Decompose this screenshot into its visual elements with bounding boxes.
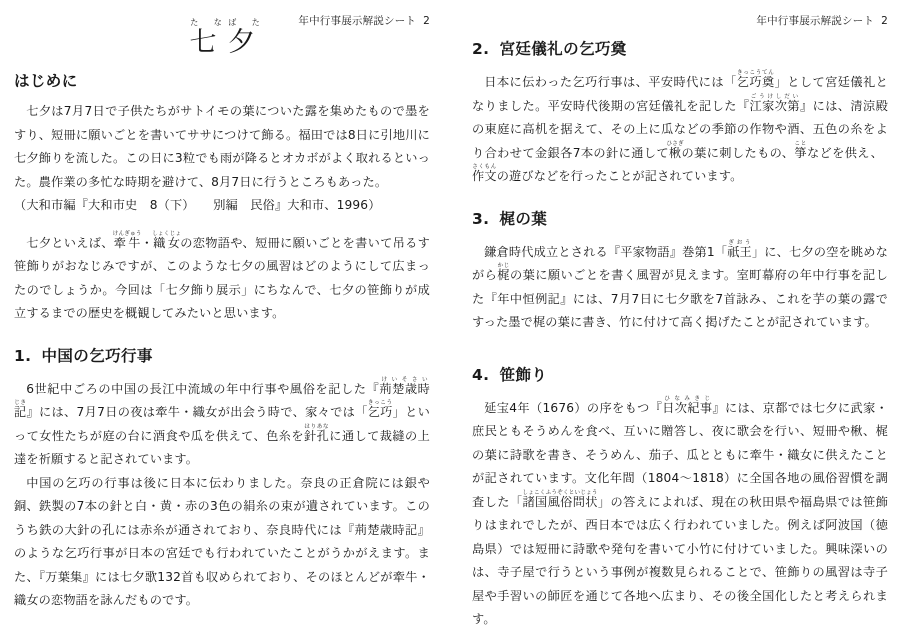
ruby-keisosaijiki: 荊楚歳時記けいそさいじき bbox=[14, 376, 430, 419]
running-head-right bbox=[472, 14, 888, 30]
ruby-kikkouten: 乞巧奠きっこうてん bbox=[736, 70, 775, 89]
ruby-hinamikiji: 日次紀事ひなみきじ bbox=[662, 395, 713, 415]
section-3-title: 梶の葉 bbox=[499, 209, 548, 228]
right-column bbox=[452, 0, 904, 640]
spacer bbox=[14, 91, 430, 100]
s3-c: の葉に願いごとを書く風習が見えます。室町幕府の年中行事を記した『年中恒例記』には、7月7日に七夕歌を7首詠み、これを芋の葉の露ですった墨で梶の葉に書き、竹に付けて高く掲げたことが記されています。 bbox=[472, 268, 888, 329]
spacer bbox=[14, 326, 430, 346]
s1p1-b: 』には、7月7日の夜は牽牛・織女が出会う時で、家々では「 bbox=[26, 405, 368, 419]
s2-c: 』には、清涼殿の東庭に高机を据えて、その上に瓜などの季節の作物や酒、五色の糸をより合わせて金銀各7本の針に通して bbox=[472, 98, 888, 160]
paragraph-s1-p1 bbox=[14, 377, 430, 472]
section-2-title: 宮廷儀礼の乞巧奠 bbox=[499, 40, 627, 58]
paragraph-s4 bbox=[472, 396, 888, 632]
s3-a: 鎌倉時代成立とされる『平家物語』巻第1「 bbox=[484, 244, 728, 259]
ruby-hisagi: 楸ひさぎ bbox=[666, 140, 684, 160]
section-1-number: 1. bbox=[14, 346, 32, 365]
heading-intro-label: はじめに bbox=[14, 72, 78, 90]
s4-c: 」の答えによれば、現在の秋田県や福島県では笹飾りはまれでしたが、西日本では広く行われていました。例えば阿波国（徳島県）では短冊に詩歌や発句を書いて小竹に付けていました。興味深いのは、寺子屋で行うという事例が複数見られることで、笹飾りの風習は寺子屋や手習いの師匠を通じて各地へ広まり、その後全国化したと考えられます。 bbox=[472, 494, 888, 626]
page-number-right: 2 bbox=[881, 15, 888, 27]
ruby-goukeshidai: 江家次第ごうけしだい bbox=[749, 93, 800, 113]
heading-intro bbox=[14, 71, 430, 91]
heading-section-2 bbox=[472, 39, 888, 59]
page-number: 2 bbox=[423, 15, 430, 27]
spacer bbox=[472, 335, 888, 365]
ruby-kaji: 梶かじ bbox=[497, 263, 510, 282]
section-4-title: 笹飾り bbox=[499, 365, 548, 384]
paragraph-s3 bbox=[472, 240, 888, 335]
paragraph-s2 bbox=[472, 70, 888, 189]
overview-text-a: 七夕といえば、 bbox=[26, 235, 114, 250]
ruby-koto: 箏こと bbox=[794, 140, 807, 160]
heading-section-3 bbox=[472, 209, 888, 229]
section-1-title: 中国の乞巧行事 bbox=[41, 346, 153, 365]
s1p1-c: 」といって女性たちが庭の台に酒食や瓜を供えて、色糸を bbox=[14, 405, 430, 443]
s4-b: 』には、京都では七夕に武家・庶民ともそうめんを食べ、互いに贈答し、夜に歌会を行い、短冊や楸、梶の葉に詩歌を書き、そうめん、茄子、瓜とともに牽牛・織女に供えたことが記されています。文化年間（1804～1818）に全国各地の風俗習慣を調査した「 bbox=[472, 400, 888, 509]
s3-b: 」に、七夕の空を眺めながら bbox=[472, 244, 888, 282]
spacer bbox=[472, 385, 888, 396]
ruby-kikkou: 乞巧きっこう bbox=[367, 400, 393, 419]
paragraph-overview bbox=[14, 231, 430, 326]
ruby-sakumon: 作文さくもん bbox=[472, 164, 497, 183]
s2-b: 」として宮廷儀礼となりました。平安時代後期の宮廷儀礼を記した『 bbox=[472, 75, 888, 113]
title-char-2: 夕ば た bbox=[227, 18, 266, 58]
heading-section-1 bbox=[14, 346, 430, 366]
s2-d: の葉に刺したもの、 bbox=[681, 145, 795, 160]
s2-e: などを供え、 bbox=[806, 145, 883, 160]
section-3-number: 3. bbox=[472, 209, 490, 228]
s1p1-d: に通して裁縫の上達を祈願すると記されています。 bbox=[14, 428, 430, 466]
s2-f: の遊びなどを行ったことが記されています。 bbox=[496, 169, 743, 183]
ruby-shokokufuzokutoijou: 諸国風俗問状しょこくふうぞくといじょう bbox=[522, 489, 598, 509]
spacer bbox=[472, 59, 888, 70]
paragraph-intro: 七夕は7月7日で子供たちがサトイモの葉についた露を集めたもので墨をすり、短冊に願いごとを書いてササにつけて飾る。福田では8日に引地川に七夕飾りを流した。この日に3粒でも雨が降るとオカボがよく取れるといった。農作業の多忙な時期を避けて、8月7日に行うところもあった。 bbox=[14, 104, 430, 189]
title-char-1: 七た な bbox=[189, 18, 228, 58]
spacer bbox=[472, 189, 888, 209]
running-head-text: 年中行事展示解説シート bbox=[298, 15, 417, 27]
spacer bbox=[14, 366, 430, 377]
section-2-number: 2. bbox=[472, 40, 490, 58]
paragraph-s1-p2: 中国の乞巧の行事は後に日本に伝わりました。奈良の正倉院には銀や銅、鉄製の7本の針と白・黄・赤の3色の絹糸の束が遺されています。このうち鉄の大針の孔には赤糸が通されており、奈良時代には『荊楚歳時記』のような乞巧行事が日本の宮廷でも行われていたことがうかがえます。また、『万葉集』には七夕歌132首も収められており、そのほとんどが牽牛・織女の恋物語を詠んだものです。 bbox=[14, 475, 430, 607]
section-4-number: 4. bbox=[472, 365, 490, 384]
spacer bbox=[472, 30, 888, 39]
overview-text-b: の恋物語や、短冊に願いごとを書いて吊るす笹飾りがおなじみですが、このような七夕の風習はどのようにして広まったのでしょうか。今回は「七夕飾り展示」にちなんで、七夕の笹飾りが成立するまでの歴史を概観してみたいと思います。 bbox=[14, 235, 430, 320]
running-head-text-right: 年中行事展示解説シート bbox=[756, 15, 875, 27]
paragraph-citation: （大和市編『大和市史 8（下） 別編 民俗』大和市、1996） bbox=[14, 198, 381, 212]
title-ruby-1: た な bbox=[189, 18, 228, 27]
ruby-hariana: 針孔はりあな bbox=[304, 423, 330, 443]
spacer bbox=[14, 218, 430, 231]
ruby-kengyu: 牽牛けんぎゅう bbox=[112, 230, 142, 250]
s4-a: 延宝4年（1676）の序をもつ『 bbox=[484, 400, 663, 415]
overview-separator: ・ bbox=[140, 235, 154, 250]
heading-section-4 bbox=[472, 365, 888, 385]
page-title bbox=[14, 18, 430, 58]
ruby-shokujo: 織女しょくじょ bbox=[152, 230, 182, 250]
title-ruby-2: ば た bbox=[227, 18, 266, 27]
s2-a: 日本に伝わった乞巧行事は、平安時代には「 bbox=[484, 75, 737, 89]
s1p1-a: 6世紀中ごろの中国の長江中流域の年中行事や風俗を記した『 bbox=[26, 381, 380, 396]
ruby-giou: 祇王ぎおう bbox=[727, 239, 752, 259]
spacer bbox=[472, 229, 888, 240]
